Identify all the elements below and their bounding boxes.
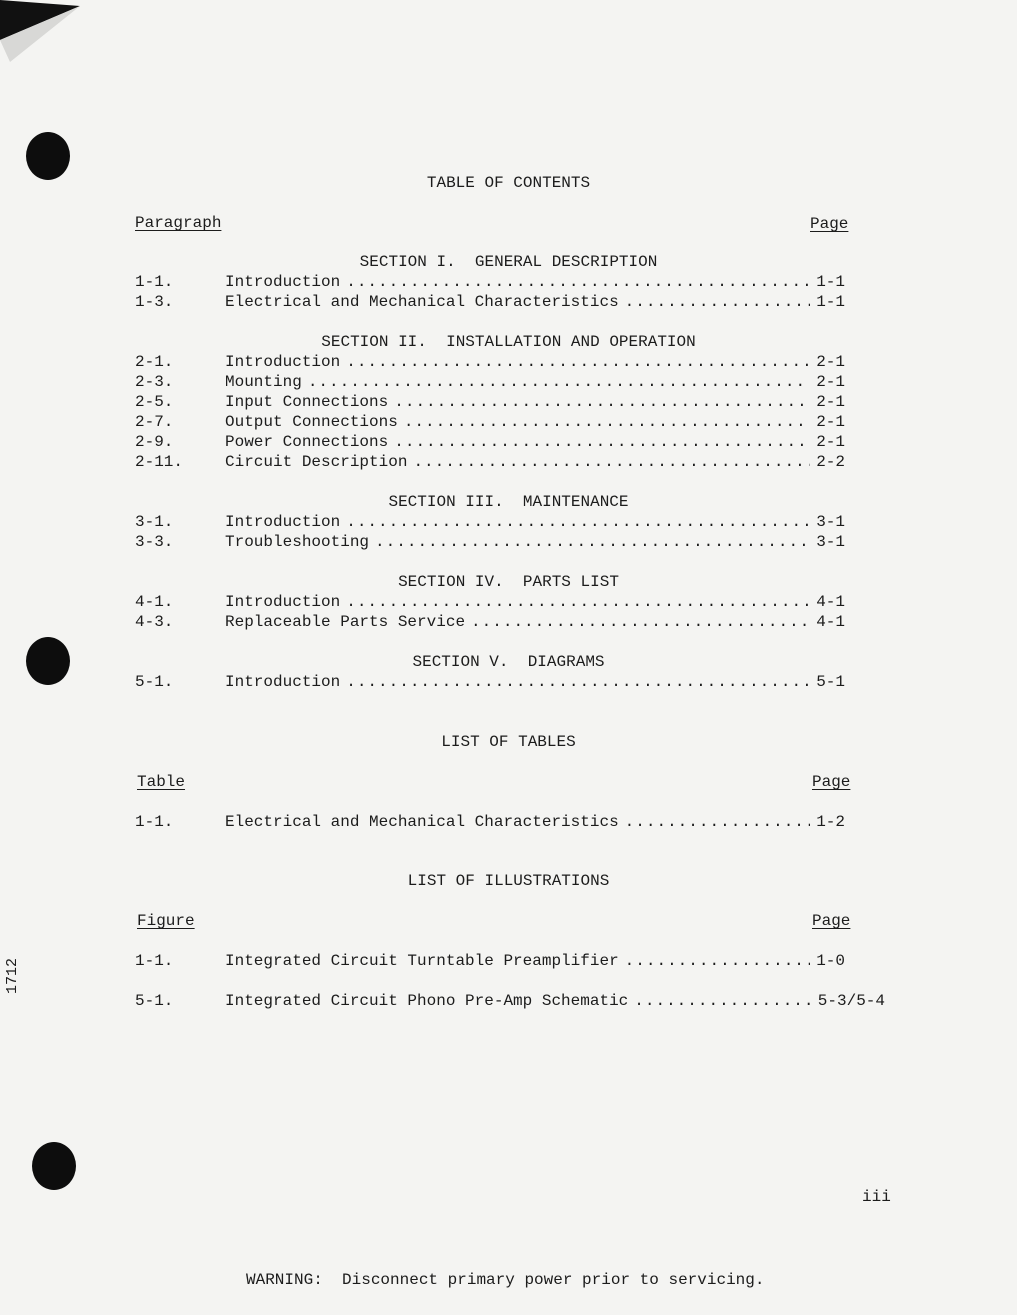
toc-entry[interactable] (135, 372, 845, 392)
leader-dots (625, 951, 811, 971)
entry-page: 5-3/5-4 (817, 992, 885, 1010)
entry-page: 1-1 (816, 273, 845, 291)
entry-page: 2-1 (816, 353, 845, 371)
toc-entry[interactable] (135, 412, 845, 432)
entry-title: Introduction (225, 593, 341, 611)
leader-dots (375, 532, 810, 552)
toc-entry[interactable] (135, 512, 845, 532)
section-heading: SECTION IV. PARTS LIST (398, 573, 619, 591)
toc-title: TABLE OF CONTENTS (426, 174, 591, 192)
leader-dots (404, 412, 810, 432)
entry-number: 1-3. (135, 293, 174, 311)
col-page-label: Page (812, 912, 851, 930)
entry-page: 2-1 (816, 433, 845, 451)
entry-title: Mounting (225, 373, 302, 391)
entry-number: 3-3. (135, 533, 174, 551)
col-page-label: Page (812, 773, 851, 791)
col-table-label: Table (137, 773, 186, 791)
entry-number: 2-1. (135, 353, 174, 371)
entry-number: 1-1. (135, 813, 174, 831)
folded-corner (0, 0, 90, 70)
leader-dots (346, 512, 810, 532)
binder-hole-bottom (32, 1142, 76, 1190)
section-heading: SECTION I. GENERAL DESCRIPTION (359, 253, 658, 271)
toc-entry[interactable] (135, 292, 845, 312)
entry-number: 1-1. (135, 273, 174, 291)
entry-page: 2-1 (816, 413, 845, 431)
entry-page: 5-1 (816, 673, 845, 691)
entry-title: Introduction (225, 673, 341, 691)
leader-dots (346, 592, 810, 612)
list-of-illustrations-title: LIST OF ILLUSTRATIONS (407, 872, 610, 890)
leader-dots (346, 272, 810, 292)
leader-dots (346, 352, 810, 372)
section-heading: SECTION II. INSTALLATION AND OPERATION (321, 333, 696, 351)
toc-entry[interactable] (135, 592, 845, 612)
entry-title: Integrated Circuit Turntable Preamplifier (225, 952, 619, 970)
toc-entry[interactable] (135, 612, 845, 632)
table-entry[interactable] (135, 812, 845, 832)
section-heading: SECTION V. DIAGRAMS (412, 653, 605, 671)
entry-page: 3-1 (816, 513, 845, 531)
entry-title: Input Connections (225, 393, 389, 411)
col-paragraph-label: Paragraph (135, 214, 222, 232)
entry-number: 2-3. (135, 373, 174, 391)
toc-entry[interactable] (135, 532, 845, 552)
entry-title: Electrical and Mechanical Characteristics (225, 293, 619, 311)
leader-dots (394, 432, 810, 452)
entry-title: Power Connections (225, 433, 389, 451)
entry-title: Introduction (225, 513, 341, 531)
col-page-label: Page (810, 215, 849, 233)
figure-entry[interactable] (135, 951, 845, 971)
leader-dots (413, 452, 810, 472)
toc-entry[interactable] (135, 432, 845, 452)
entry-number: 3-1. (135, 513, 174, 531)
entry-number: 2-9. (135, 433, 174, 451)
entry-page: 4-1 (816, 593, 845, 611)
entry-number: 4-1. (135, 593, 174, 611)
entry-number: 2-7. (135, 413, 174, 431)
list-of-tables-title: LIST OF TABLES (441, 733, 576, 751)
entry-page: 3-1 (816, 533, 845, 551)
toc-entry[interactable] (135, 352, 845, 372)
entry-title: Introduction (225, 353, 341, 371)
leader-dots (625, 812, 811, 832)
toc-entry[interactable] (135, 672, 845, 692)
side-label: 1712 (4, 957, 21, 994)
entry-title: Troubleshooting (225, 533, 370, 551)
entry-number: 2-5. (135, 393, 174, 411)
entry-title: Introduction (225, 273, 341, 291)
entry-number: 4-3. (135, 613, 174, 631)
entry-title: Integrated Circuit Phono Pre-Amp Schematic (225, 992, 629, 1010)
entry-number: 2-11. (135, 453, 184, 471)
entry-page: 2-1 (816, 373, 845, 391)
page-number: iii (862, 1188, 891, 1206)
entry-page: 2-1 (816, 393, 845, 411)
entry-number: 5-1. (135, 673, 174, 691)
figure-entry[interactable] (135, 991, 885, 1011)
entry-title: Electrical and Mechanical Characteristics (225, 813, 619, 831)
entry-number: 5-1. (135, 992, 174, 1010)
entry-title: Circuit Description (225, 453, 408, 471)
leader-dots (625, 292, 811, 312)
entry-number: 1-1. (135, 952, 174, 970)
toc-entry[interactable] (135, 392, 845, 412)
col-figure-label: Figure (137, 912, 195, 930)
entry-page: 1-2 (816, 813, 845, 831)
entry-page: 2-2 (816, 453, 845, 471)
entry-title: Replaceable Parts Service (225, 613, 466, 631)
entry-page: 1-0 (816, 952, 845, 970)
leader-dots (471, 612, 810, 632)
entry-title: Output Connections (225, 413, 398, 431)
leader-dots (346, 672, 810, 692)
toc-entry[interactable] (135, 272, 845, 292)
leader-dots (308, 372, 810, 392)
warning-note: WARNING: Disconnect primary power prior to servicing. (246, 1271, 765, 1289)
toc-entry[interactable] (135, 452, 845, 472)
entry-page: 4-1 (816, 613, 845, 631)
leader-dots (394, 392, 810, 412)
leader-dots (634, 991, 812, 1011)
entry-page: 1-1 (816, 293, 845, 311)
section-heading: SECTION III. MAINTENANCE (388, 493, 629, 511)
